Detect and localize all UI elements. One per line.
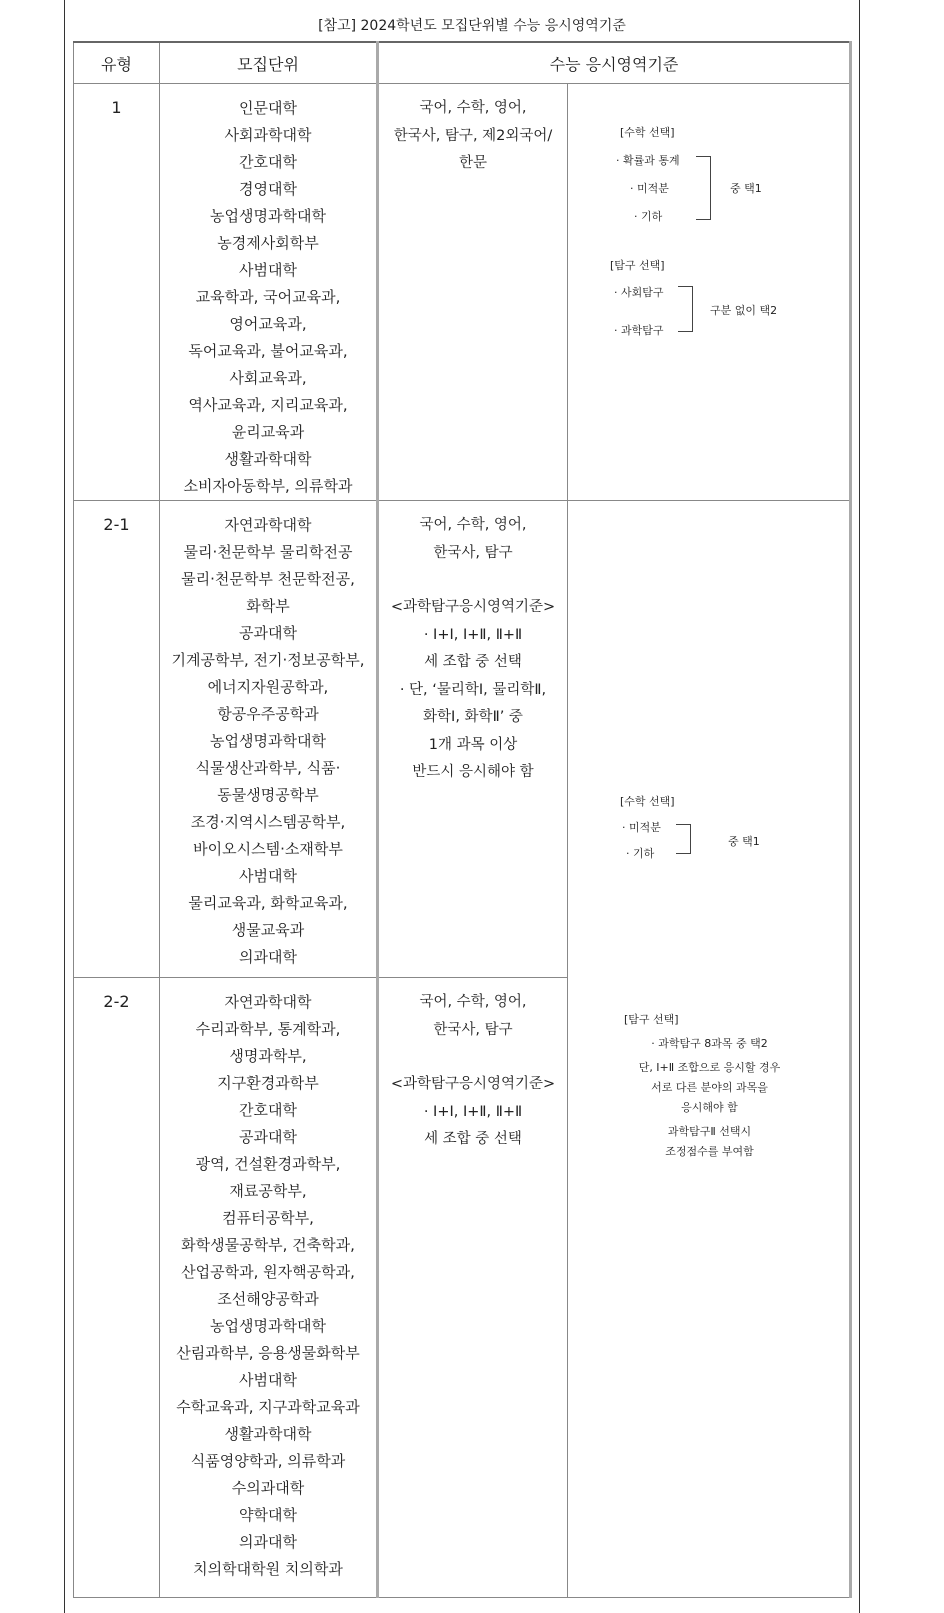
unit-line: 식물생산과학부, 식품· — [195, 759, 341, 777]
unit-line: 농업생명과학대학 — [210, 1317, 326, 1335]
math-selection-heading: [수학 선택] — [620, 795, 675, 808]
bracket-icon — [696, 156, 711, 220]
criteria-cell — [378, 978, 568, 1598]
unit-line: 의과대학 — [239, 948, 297, 966]
criteria-line: 1개 과목 이상 — [428, 736, 518, 753]
criteria-line: 한국사, 탐구 — [433, 544, 513, 561]
units-cell — [160, 84, 378, 501]
unit-line: 화학생물공학부, 건축학과, — [181, 1236, 355, 1254]
unit-line: 물리교육과, 화학교육과, — [188, 894, 348, 912]
selection-cell — [568, 501, 851, 1598]
inquiry-note: 단, Ⅰ+Ⅱ 조합으로 응시할 경우 — [638, 1061, 781, 1074]
list-item: · 사회탐구 — [614, 286, 664, 299]
unit-line: 산업공학과, 원자핵공학과, — [181, 1263, 355, 1281]
unit-line: 독어교육과, 불어교육과, — [188, 342, 348, 360]
criteria-line: · 단, ‘물리학Ⅰ, 물리학Ⅱ, — [399, 681, 547, 698]
unit-line: 컴퓨터공학부, — [222, 1209, 314, 1227]
list-item: · 확률과 통계 — [616, 154, 680, 167]
unit-line: 에너지자원공학과, — [207, 678, 329, 696]
math-pick-note: 중 택1 — [728, 835, 760, 848]
page-title: [참고] 2024학년도 모집단위별 수능 응시영역기준 — [318, 18, 626, 34]
unit-line: 간호대학 — [239, 153, 297, 171]
criteria-line: <과학탐구응시영역기준> — [390, 599, 556, 615]
unit-line: 농업생명과학대학 — [210, 207, 326, 225]
list-item: · 기하 — [626, 847, 655, 860]
unit-line: 물리·천문학부 물리학전공 — [183, 543, 353, 561]
criteria-cell — [378, 84, 568, 501]
unit-line: 사범대학 — [239, 867, 297, 885]
criteria-line: 화학Ⅰ, 화학Ⅱ’ 중 — [423, 709, 523, 725]
criteria-line: 한국사, 탐구, 제2외국어/ — [393, 127, 553, 144]
units-cell — [160, 978, 378, 1598]
math-selection-heading: [수학 선택] — [620, 126, 675, 139]
criteria-line — [379, 567, 567, 594]
criteria-line: · Ⅰ+Ⅰ, Ⅰ+Ⅱ, Ⅱ+Ⅱ — [423, 1103, 523, 1120]
unit-line: 간호대학 — [239, 1101, 297, 1119]
criteria-line: 국어, 수학, 영어, — [419, 994, 527, 1010]
unit-line: 재료공학부, — [229, 1182, 307, 1200]
unit-line: 조경·지역시스템공학부, — [190, 813, 346, 831]
table-row — [74, 84, 851, 501]
criteria-line: 세 조합 중 선택 — [424, 654, 522, 670]
inquiry-selection-heading: [탐구 선택] — [610, 259, 665, 272]
criteria-line: 국어, 수학, 영어, — [419, 517, 527, 533]
list-item: · 과학탐구 — [614, 324, 664, 337]
list-item: · 기하 — [634, 210, 663, 223]
unit-line: 인문대학 — [239, 99, 297, 117]
unit-line: 농경제사회학부 — [217, 234, 319, 252]
list-item: · 미적분 — [622, 821, 661, 834]
unit-line: 공과대학 — [239, 1128, 297, 1146]
inquiry-note: 과학탐구Ⅱ 선택시 — [667, 1125, 752, 1138]
criteria-line — [379, 1044, 567, 1071]
unit-line: 자연과학대학 — [224, 993, 312, 1011]
type-cell: 2-2 — [74, 978, 160, 1598]
unit-line: 생물교육과 — [231, 921, 305, 939]
unit-line: 동물생명공학부 — [217, 786, 319, 804]
unit-line: 사회과학대학 — [224, 126, 312, 144]
unit-line: 약학대학 — [239, 1506, 297, 1524]
unit-line: 광역, 건설환경과학부, — [195, 1155, 341, 1173]
bracket-icon — [678, 286, 693, 332]
units-cell — [160, 501, 378, 978]
inquiry-note: 응시해야 함 — [681, 1101, 738, 1114]
unit-line: 수학교육과, 지구과학교육과 — [176, 1398, 360, 1416]
unit-line: 치의학대학원 치의학과 — [193, 1560, 343, 1578]
criteria-line: 한문 — [458, 155, 487, 171]
inquiry-note: 조정점수를 부여함 — [665, 1145, 754, 1158]
unit-line: 산림과학부, 응용생물화학부 — [176, 1344, 360, 1362]
unit-line: 물리·천문학부 천문학전공, — [181, 570, 355, 588]
unit-line: 공과대학 — [239, 624, 297, 642]
criteria-table — [73, 41, 852, 1598]
math-pick-note: 중 택1 — [730, 182, 762, 195]
unit-line: 생명과학부, — [229, 1047, 307, 1065]
inquiry-pick-note: 구분 없이 택2 — [710, 304, 778, 317]
unit-line: 생활과학대학 — [224, 1425, 312, 1443]
unit-line: 조선해양공학과 — [217, 1290, 319, 1308]
table-header-row — [74, 42, 851, 84]
unit-line: 사범대학 — [239, 261, 297, 279]
unit-line: 기계공학부, 전기·정보공학부, — [171, 651, 365, 669]
criteria-line: 한국사, 탐구 — [433, 1021, 513, 1038]
unit-line: 영어교육과, — [229, 315, 307, 333]
criteria-cell — [378, 501, 568, 978]
inquiry-note: 서로 다른 분야의 과목을 — [651, 1081, 768, 1094]
unit-line: 지구환경과학부 — [217, 1074, 319, 1092]
unit-line: 화학부 — [246, 597, 290, 615]
criteria-line: 반드시 응시해야 함 — [412, 764, 534, 780]
unit-line: 생활과학대학 — [224, 450, 312, 468]
criteria-line: 국어, 수학, 영어, — [419, 100, 527, 116]
unit-line: 소비자아동학부, 의류학과 — [183, 477, 353, 495]
bracket-icon — [676, 824, 691, 854]
criteria-line: 세 조합 중 선택 — [424, 1131, 522, 1147]
inquiry-note: · 과학탐구 8과목 중 택2 — [651, 1037, 768, 1050]
unit-line: 교육학과, 국어교육과, — [195, 288, 341, 306]
type-cell: 1 — [74, 84, 160, 501]
header-type: 유형 — [74, 42, 160, 84]
criteria-line: <과학탐구응시영역기준> — [390, 1076, 556, 1092]
unit-line: 바이오시스템·소재학부 — [193, 840, 343, 858]
header-criteria: 수능 응시영역기준 — [378, 42, 851, 84]
header-unit: 모집단위 — [160, 42, 378, 84]
unit-line: 역사교육과, 지리교육과, — [188, 396, 348, 414]
inquiry-selection-heading: [탐구 선택] — [624, 1013, 679, 1026]
type-cell: 2-1 — [74, 501, 160, 978]
unit-line: 자연과학대학 — [224, 516, 312, 534]
unit-line: 사범대학 — [239, 1371, 297, 1389]
unit-line: 식품영양학과, 의류학과 — [190, 1452, 346, 1470]
unit-line: 항공우주공학과 — [217, 705, 319, 723]
unit-line: 수의과대학 — [231, 1479, 305, 1497]
unit-line: 경영대학 — [239, 180, 297, 198]
criteria-line: · Ⅰ+Ⅰ, Ⅰ+Ⅱ, Ⅱ+Ⅱ — [423, 626, 523, 643]
selection-cell — [568, 84, 851, 501]
unit-line: 사회교육과, — [229, 369, 307, 387]
unit-line: 의과대학 — [239, 1533, 297, 1551]
list-item: · 미적분 — [630, 182, 669, 195]
table-row — [74, 501, 851, 978]
unit-line: 수리과학부, 통계학과, — [195, 1020, 341, 1038]
unit-line: 농업생명과학대학 — [210, 732, 326, 750]
unit-line: 윤리교육과 — [231, 423, 305, 441]
